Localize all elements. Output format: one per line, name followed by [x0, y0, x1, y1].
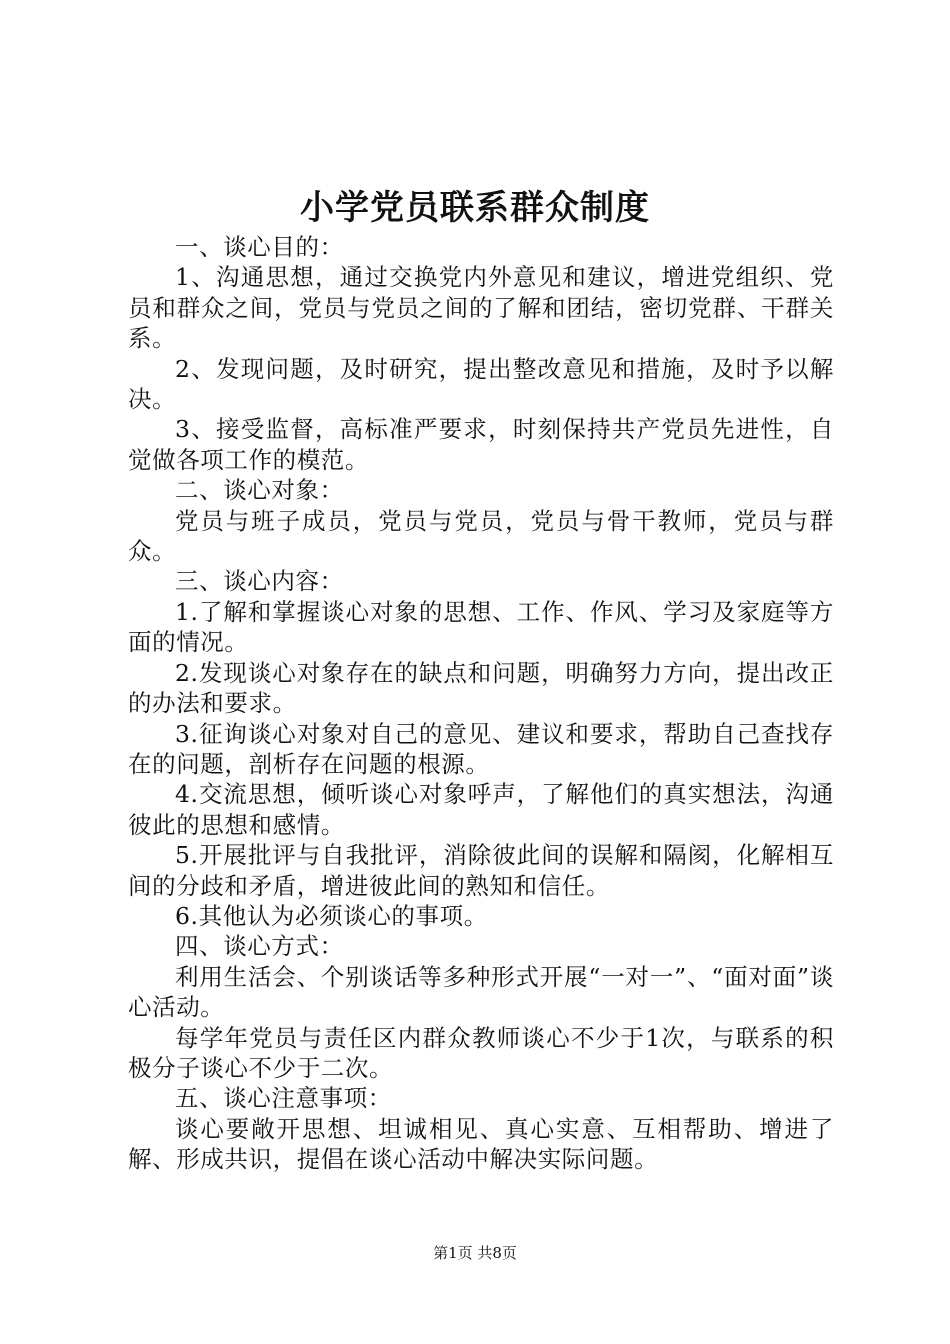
section-heading-notes: 五、谈心注意事项：	[175, 1084, 392, 1113]
paragraph: 5.开展批评与自我批评，消除彼此间的误解和隔阂，化解相互间的分歧和矛盾，增进彼此间的熟知和信任。	[128, 841, 834, 900]
paragraph: 4.交流思想，倾听谈心对象呼声，了解他们的真实想法，沟通彼此的思想和感情。	[128, 780, 834, 839]
section-heading-purpose: 一、谈心目的：	[175, 233, 344, 261]
paragraph: 1.了解和掌握谈心对象的思想、工作、作风、学习及家庭等方面的情况。	[128, 597, 834, 657]
paragraph: 3、接受监督，高标准严要求，时刻保持共产党员先进性，自觉做各项工作的模范。	[128, 415, 834, 474]
section-heading-content: 三、谈心内容：	[175, 567, 344, 596]
paragraph: 谈心要敞开思想、坦诚相见、真心实意、互相帮助、增进了解、形成共识，提倡在谈心活动中解决实际问题。	[128, 1114, 834, 1174]
paragraph: 每学年党员与责任区内群众教师谈心不少于1次，与联系的积极分子谈心不少于二次。	[128, 1023, 834, 1082]
paragraph: 2、发现问题，及时研究，提出整改意见和措施，及时予以解决。	[128, 354, 834, 414]
paragraph: 利用生活会、个别谈话等多种形式开展“一对一”、“面对面”谈心活动。	[128, 962, 834, 1022]
section-heading-targets: 二、谈心对象：	[175, 476, 344, 505]
section-heading-methods: 四、谈心方式：	[175, 932, 344, 961]
paragraph: 2.发现谈心对象存在的缺点和问题，明确努力方向，提出改正的办法和要求。	[128, 658, 834, 718]
paragraph: 3.征询谈心对象对自己的意见、建议和要求，帮助自己查找存在的问题，剖析存在问题的根源。	[128, 719, 834, 778]
paragraph: 6.其他认为必须谈心的事项。	[175, 901, 488, 930]
document-body	[128, 232, 834, 1175]
paragraph: 1、沟通思想，通过交换党内外意见和建议，增进党组织、党员和群众之间，党员与党员之间的了解和团结，密切党群、干群关系。	[128, 263, 834, 353]
page-number-footer: 第1页 共8页	[433, 1244, 517, 1262]
page-title: 小学党员联系群众制度	[300, 188, 650, 228]
paragraph: 党员与班子成员，党员与党员，党员与骨干教师，党员与群众。	[128, 506, 834, 566]
